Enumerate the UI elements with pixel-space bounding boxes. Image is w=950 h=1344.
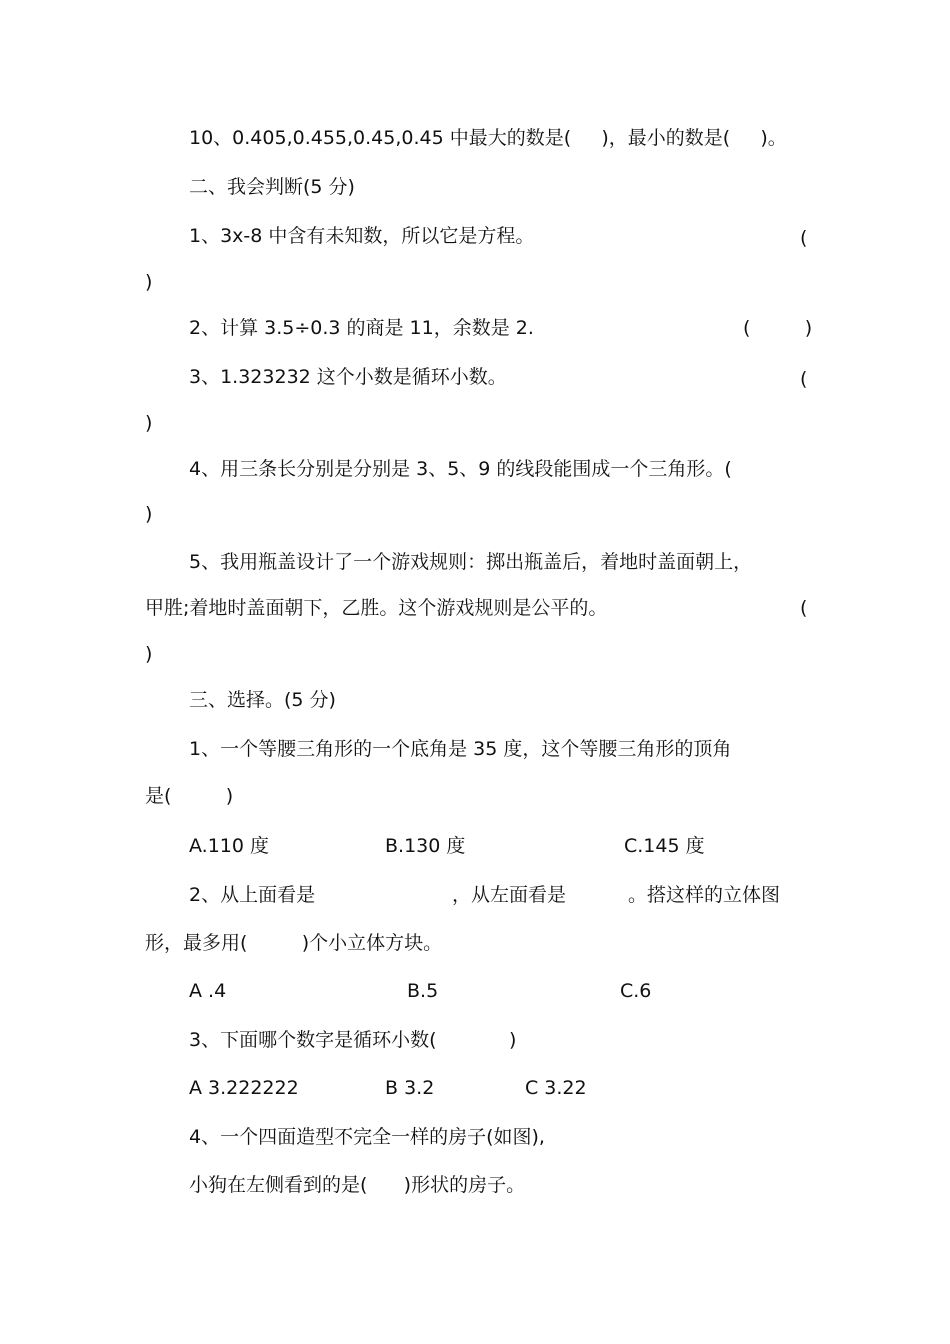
judge-item-5-line2: 甲胜;着地时盖面朝下，乙胜。这个游戏规则是公平的。 bbox=[145, 597, 608, 619]
judge-item-3: 3、1.323232 这个小数是循环小数。 bbox=[189, 366, 507, 388]
choice-2-option-c: C.6 bbox=[620, 980, 652, 1002]
section-2-title: 二、我会判断(5 分) bbox=[189, 176, 355, 198]
choice-4-line2: 小狗在左侧看到的是( )形状的房子。 bbox=[189, 1174, 526, 1196]
judge-item-2-parens: ( ) bbox=[743, 317, 813, 339]
choice-1-option-a: A.110 度 bbox=[189, 835, 270, 857]
judge-item-4: 4、用三条长分别是分别是 3、5、9 的线段能围成一个三角形。( bbox=[189, 458, 732, 480]
section-3-title: 三、选择。(5 分) bbox=[189, 689, 336, 711]
choice-2-line2: 形，最多用( )个小立体方块。 bbox=[145, 932, 443, 954]
judge-item-5-line1: 5、我用瓶盖设计了一个游戏规则：掷出瓶盖后，着地时盖面朝上， bbox=[189, 551, 753, 573]
judge-item-1-close-paren: ) bbox=[145, 271, 153, 293]
choice-1-option-b: B.130 度 bbox=[385, 835, 466, 857]
choice-1-option-c: C.145 度 bbox=[624, 835, 705, 857]
judge-item-3-open-paren: ( bbox=[800, 368, 808, 390]
choice-2-option-a: A .4 bbox=[189, 980, 227, 1002]
judge-item-5-open-paren: ( bbox=[800, 597, 808, 619]
choice-1-line2: 是( ) bbox=[145, 785, 234, 807]
choice-2-part1: 2、从上面看是 bbox=[189, 884, 316, 906]
choice-1-line1: 1、一个等腰三角形的一个底角是 35 度，这个等腰三角形的顶角 bbox=[189, 738, 732, 760]
judge-item-3-close-paren: ) bbox=[145, 412, 153, 434]
choice-2-option-b: B.5 bbox=[407, 980, 439, 1002]
choice-2-part2: ，从左面看是 bbox=[452, 884, 567, 906]
judge-item-2: 2、计算 3.5÷0.3 的商是 11，余数是 2. bbox=[189, 317, 534, 339]
q10-line: 10、0.405,0.455,0.45,0.45 中最大的数是( )，最小的数是( )。 bbox=[189, 127, 787, 149]
choice-2-part3: 。搭这样的立体图 bbox=[628, 884, 781, 906]
judge-item-1: 1、3x-8 中含有未知数，所以它是方程。 bbox=[189, 225, 535, 247]
choice-3-option-a: A 3.222222 bbox=[189, 1077, 299, 1099]
choice-3-option-c: C 3.22 bbox=[525, 1077, 587, 1099]
choice-3-line: 3、下面哪个数字是循环小数( ) bbox=[189, 1029, 517, 1051]
choice-3-option-b: B 3.2 bbox=[385, 1077, 435, 1099]
judge-item-1-open-paren: ( bbox=[800, 227, 808, 249]
judge-item-4-close-paren: ) bbox=[145, 503, 153, 525]
judge-item-5-close-paren: ) bbox=[145, 643, 153, 665]
choice-4-line1: 4、一个四面造型不完全一样的房子(如图), bbox=[189, 1126, 545, 1148]
